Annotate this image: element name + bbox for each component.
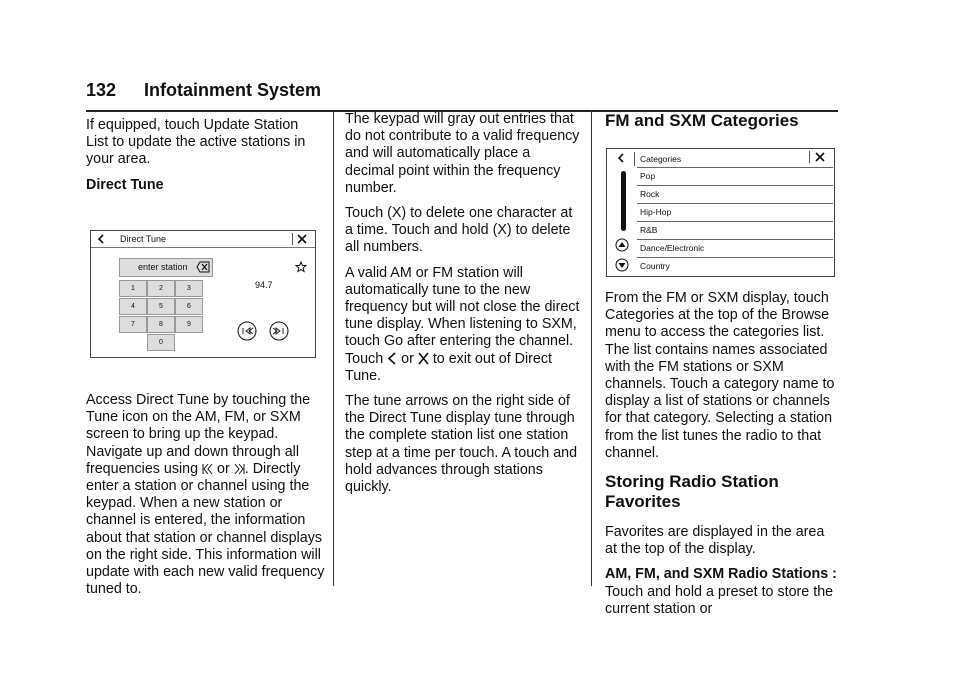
section-heading: Storing Radio Station Favorites xyxy=(605,472,779,512)
column-3-lower xyxy=(605,290,839,626)
close-icon xyxy=(418,352,429,365)
screen-title-bar xyxy=(607,149,834,167)
entry-placeholder: enter station xyxy=(138,262,188,272)
station-entry-field[interactable] xyxy=(119,258,213,277)
category-item[interactable]: Rock xyxy=(637,185,833,203)
column-divider xyxy=(591,110,592,586)
column-2 xyxy=(345,111,583,504)
paragraph: Touch (X) to delete one character at a time. Touch and hold (X) to delete all numbers. xyxy=(345,205,573,256)
key-7[interactable]: 7 xyxy=(119,316,147,333)
paragraph: The keypad will gray out entries that do not contribute to a valid frequency and will automatically place a decimal point within the frequency number. xyxy=(345,111,580,196)
section-title: Infotainment System xyxy=(144,80,322,100)
category-list xyxy=(637,167,833,275)
paragraph xyxy=(345,265,583,385)
categories-screen xyxy=(606,148,835,277)
close-icon[interactable] xyxy=(809,151,826,163)
category-item[interactable]: Pop xyxy=(637,167,833,185)
paragraph xyxy=(86,392,326,598)
paragraph: If equipped, touch Update Station List to update the active stations in your area. xyxy=(86,117,306,168)
text-run: Access Direct Tune by touching the Tune icon on the AM, FM, or SXM screen to bring up the keypad. Navigate up and down through all frequencies using xyxy=(86,392,311,477)
direct-tune-heading: Direct Tune xyxy=(86,176,164,193)
direct-tune-screen xyxy=(90,230,316,358)
delete-icon[interactable] xyxy=(196,261,210,273)
page-number: 132 xyxy=(86,80,117,100)
paragraph: From the FM or SXM display, touch Categories at the top of the Browse menu to access the categories list. The list contains names associated with the FM stations or SXM channels. Touch a category name to display a list of stations or channels for that category. Selecting a station from the list tunes the radio to that channel. xyxy=(605,290,835,461)
tune-up-icon xyxy=(234,463,245,475)
bold-run: AM, FM, and SXM Radio Stations : xyxy=(605,566,837,583)
category-item[interactable]: R&B xyxy=(637,221,833,239)
key-0[interactable]: 0 xyxy=(147,334,175,351)
tune-down-icon xyxy=(202,463,213,475)
key-5[interactable]: 5 xyxy=(147,298,175,315)
column-3 xyxy=(605,111,839,131)
text-run: or xyxy=(217,460,230,477)
section-heading: FM and SXM Categories xyxy=(605,111,799,130)
favorite-star-icon[interactable] xyxy=(295,261,307,273)
key-4[interactable]: 4 xyxy=(119,298,147,315)
back-icon xyxy=(387,352,397,365)
tune-up-icon[interactable] xyxy=(269,321,289,341)
scroll-down-icon[interactable] xyxy=(615,258,629,272)
page-header xyxy=(86,80,838,112)
key-9[interactable]: 9 xyxy=(175,316,203,333)
back-icon[interactable] xyxy=(615,152,627,164)
screen-title-bar xyxy=(91,231,315,248)
key-2[interactable]: 2 xyxy=(147,280,175,297)
paragraph xyxy=(605,566,839,618)
column-divider xyxy=(333,110,334,586)
text-run: or xyxy=(401,350,414,367)
scrollbar[interactable] xyxy=(621,171,626,231)
screen-title: Direct Tune xyxy=(120,234,167,244)
key-1[interactable]: 1 xyxy=(119,280,147,297)
frequency-display: 94.7 xyxy=(255,280,273,290)
paragraph: Favorites are displayed in the area at the top of the display. xyxy=(605,524,825,558)
paragraph: The tune arrows on the right side of the Direct Tune display tune through the complete station list one station step at a time per touch. A touch and hold advances through stations quickly. xyxy=(345,393,578,496)
key-8[interactable]: 8 xyxy=(147,316,175,333)
text-run: . Directly enter a station or channel using the keypad. When a new station or channel is entered, the information about that station or channel displays on the right side. This information will update with each new valid frequency tuned to. xyxy=(86,460,325,598)
key-3[interactable]: 3 xyxy=(175,280,203,297)
text-run: to exit out of Direct Tune. xyxy=(345,350,553,384)
tune-down-icon[interactable] xyxy=(237,321,257,341)
scroll-up-icon[interactable] xyxy=(615,238,629,252)
text-run: A valid AM or FM station will automatically tune to the new frequency but will not close the direct tune display. When listening to SXM, touch Go after entering the channel. Touch xyxy=(345,264,580,367)
column-1-lower xyxy=(86,392,326,606)
screen-title: Categories xyxy=(634,152,681,166)
key-6[interactable]: 6 xyxy=(175,298,203,315)
column-1 xyxy=(86,117,324,202)
back-icon[interactable] xyxy=(95,233,107,245)
text-run: Touch and hold a preset to store the current station or xyxy=(605,583,834,617)
category-item[interactable]: Country xyxy=(637,257,833,275)
close-icon[interactable] xyxy=(292,233,309,245)
category-item[interactable]: Hip-Hop xyxy=(637,203,833,221)
category-item[interactable]: Dance/Electronic xyxy=(637,239,833,257)
